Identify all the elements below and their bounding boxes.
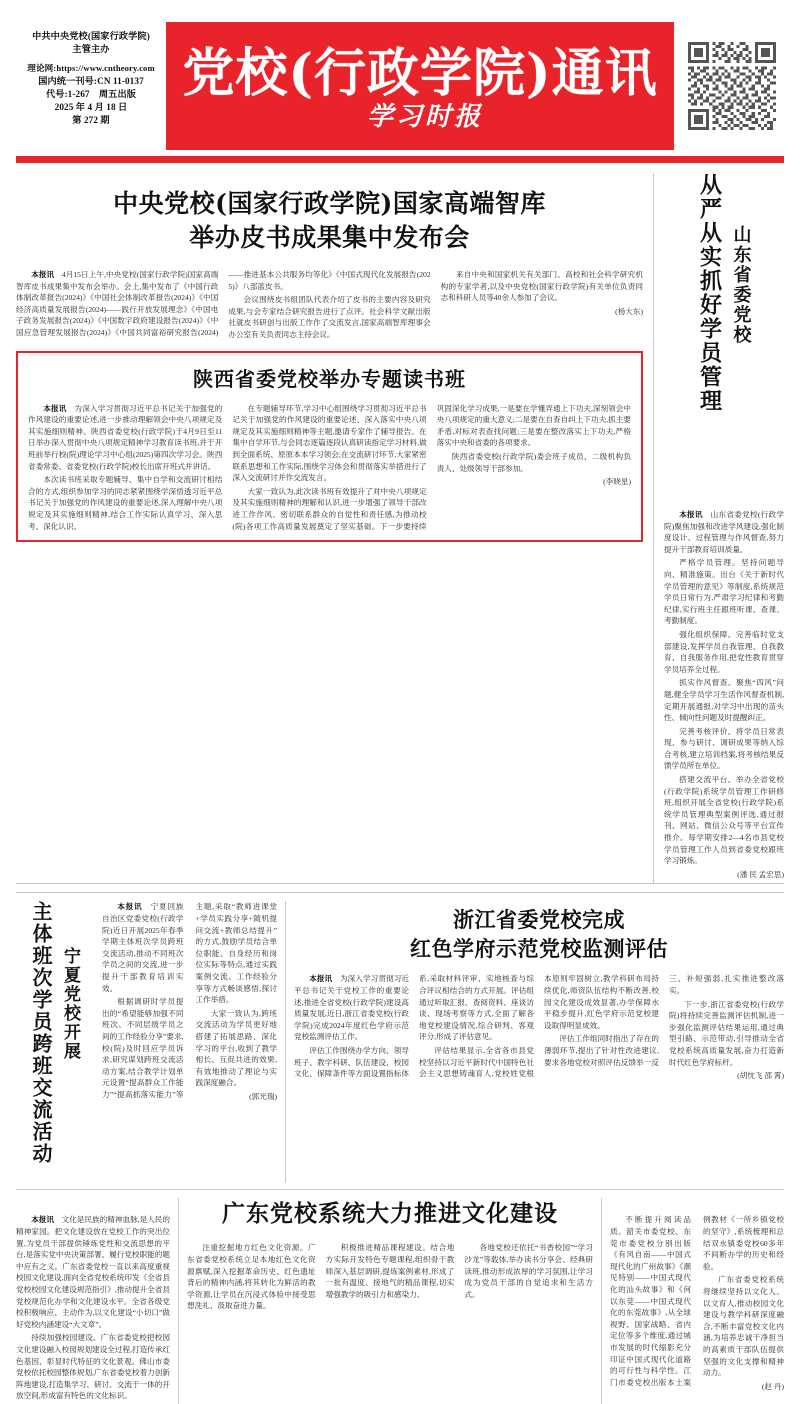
lead-tag: 本报讯 bbox=[309, 974, 333, 984]
shandong-headline-main: 从严从实抓好学员管理 bbox=[696, 173, 723, 413]
article-paragraph bbox=[664, 509, 784, 555]
ningxia-headline-main: 主体班次学员跨班交流活动 bbox=[29, 901, 53, 1166]
article-paragraph: 不断提升阅读品质。韶关市委党校、东莞市委党校分别出版《有风自南——中国式现代化的广州故事》《潮见特别——中国式现代化的汕头故事》和《何以东莞——中国式现代化的东莞故事》,从全球视野、国家战略、省内定位等多个维度,通过城市发展的时代缩影充分印证中国式现代化道路的可行性与科学性。江门市委党校出版本土案例教材《一所乡镇党校的坚守》,系统梳理和总结双水镇委党校60多年不间断办学的历史和经验。 bbox=[610, 1215, 784, 1387]
qr-code-icon[interactable] bbox=[688, 42, 776, 130]
article-paragraph: 积极推进精品课程建设。结合地方实际开发特色专题课程,组织骨干教师深入基层调研,提炼案例素材,形成了一批有温度、接地气的精品课程,切实增强教学的吸引力和感染力。 bbox=[325, 1243, 455, 1299]
shandong-article-body bbox=[664, 509, 784, 880]
lead-article-column bbox=[16, 173, 654, 883]
lead-headline-line-2: 举办皮书成果集中发布会 bbox=[189, 223, 470, 252]
zhejiang-article-column bbox=[286, 901, 784, 1183]
publisher-line-1: 中共中央党校(国家行政学院) bbox=[32, 31, 150, 41]
paragraph-text: 宁夏回族自治区党委党校(行政学院)近日开展2025年春季学期主体班次学员跨班交流活动,推动不同班次学员之间的交流,进一步提升干部教育培训实效。 bbox=[102, 902, 184, 993]
publication-date: 2025 年 4 月 18 日 bbox=[54, 102, 128, 112]
zhejiang-headline-line-1: 浙江省委党校完成 bbox=[453, 907, 625, 933]
lead-tag: 本报讯 bbox=[31, 270, 55, 279]
article-paragraph: 严格学员管理。坚持问题导向、精准施策。出台《关于新时代学员管理的意见》等制度,系统规范学员日常行为,严肃学习纪律和考勤纪律,实行班主任跟班听课、查课、考勤制度。 bbox=[664, 558, 784, 626]
postal-code-line: 代号:1-267 周五出版 bbox=[45, 89, 137, 99]
article-paragraph: 广东省委党校系统将继续坚持以文化人、以文育人,推动校园文化建设与教学科研深度融合,不断丰富党校文化内涵,为培养忠诚干净担当的高素质干部队伍提供坚强的文化支撑和精神动力。 bbox=[703, 1275, 784, 1378]
paragraph-text: 为深入学习贯彻习近平总书记关于加强党的作风建设的重要论述,进一步推动理解领会中央八项规定及其实施细则精神。陕西省委党校(行政学院)于4月9日至11日举办深入贯彻中央八项规定精神学习教育读书班,并于开班前举行校(院)理论学习中心组(2025)第四次学习会。陕西省委常委、省委党校(行政学院)校长出席开班式并讲话。 bbox=[28, 403, 223, 471]
article-paragraph: 在专题辅导环节,学习中心组围绕学习贯彻习近平总书记关于加强党的作风建设的重要论述、深入落实中央八项规定及其实施细则精神等主题,邀请专家作了辅导报告。在集中自学环节,与会同志逐篇逐段认真研读指定学习材料,做到全面系统、原原本本学习领会;在交流研讨环节,大家紧密联系思想和工作实际,围绕学习体会和贯彻落实举措进行了深入交流研讨并作交流发言。 bbox=[232, 403, 427, 483]
masthead-publisher-info bbox=[16, 22, 166, 150]
section-bottom bbox=[16, 1198, 784, 1404]
page-content bbox=[16, 163, 784, 1404]
section-middle bbox=[16, 892, 784, 1190]
article-paragraph: 来自中央和国家机关有关部门、高校和社会科学研究机构的专家学者,以及中央党校(国家行政学院)有关单位负责同志和科研人员等40余人参加了会议。 bbox=[440, 270, 643, 303]
ningxia-article-column bbox=[16, 901, 286, 1183]
article-paragraph: 持续加强校园建设。广东省委党校把校园文化建设融入校园规划建设全过程,打造传承红色基因、彰显时代特征的文化景观。佛山市委党校依托校园整体规划,广东省委党校着力创新阵地建设,打造集学习、研讨、交流于一体的开放空间,形成富有特色的文化标识。 bbox=[16, 1333, 170, 1401]
website-line[interactable]: 理论网:https://www.cntheory.com bbox=[27, 63, 155, 73]
ningxia-headline-sub: 宁夏党校开展 bbox=[60, 947, 80, 1062]
article-paragraph: 会议围绕皮书组团队代表介绍了皮书的主要内容及研究成果,与会专家结合研究报告进行了点评。社会科学文献出版社就皮书研创与出版工作作了交流发言,国家高端智库理事会办公室有关负责同志主持会议。 bbox=[228, 295, 431, 339]
guangdong-article-right-column bbox=[602, 1198, 784, 1404]
article-paragraph bbox=[294, 973, 409, 1043]
shaanxi-article-box bbox=[16, 351, 643, 543]
article-paragraph: 各地党校还依托“书香校园”“学习沙龙”等载体,举办读书分享会、经典研读班,推动形成浓厚的学习氛围,让学习成为党员干部的自觉追求和生活方式。 bbox=[464, 1243, 593, 1299]
ningxia-article-body bbox=[94, 901, 277, 1183]
article-paragraph: 搭建交流平台。举办全省党校(行政学院)系统学员管理工作研修班,组织开展全省党校(行政学院)系统学员管理典型案例评选,通过报刊、网站、微信公众号等平台宣传推介。每学期安排2—4名市县党校学员管理工作人员到省委党校跟班学习锻炼。 bbox=[664, 775, 784, 866]
zhejiang-headline-line-2: 红色学府示范党校监测评估 bbox=[410, 936, 668, 962]
paragraph-text: 山东省委党校(行政学院)聚焦加强和改进学风建设,强化制度设计、过程管理与作风督查,努力提升干部教育培训质量。 bbox=[664, 510, 785, 554]
article-paragraph: 大家一致认为,此次读书班有效提升了对中央八项规定及其实施细则精神的理解和认识,进一步增强了领导干部改进工作作风、密切联系群众的自觉性和责任感,为推动校(院)各项工作高质量发展奠定了坚实基础。下一步要持续巩固深化学习成果,一是要在学懂弄通上下功夫,深刻领会中央八项规定的重大意义;二是要在自查自纠上下功夫,抓主要矛盾,对标对表查找问题;三是要在整改落实上下功夫,严格落实中央和省委的各项要求。 bbox=[232, 403, 631, 531]
issue-number: 第 272 期 bbox=[72, 115, 110, 125]
lead-article-body bbox=[16, 269, 643, 341]
article-byline: (郭光瑞) bbox=[249, 1091, 277, 1101]
shaanxi-article-headline[interactable]: 陕西省委党校举办专题读书班 bbox=[193, 366, 466, 391]
article-paragraph: 本次读书班采取专题辅导、集中自学和交流研讨相结合的方式,组织参加学习的同志紧紧围绕学深悟透习近平总书记关于加强党的作风建设的重要论述,深入理解中央八项规定及其实施细则精神,结合工作实际认真学习、深入思考、深化认识。 bbox=[28, 475, 223, 531]
guangdong-article-main-column bbox=[178, 1198, 602, 1404]
shandong-headline-sub: 山东省委党校 bbox=[730, 225, 752, 345]
zhejiang-article-body bbox=[294, 973, 784, 1081]
zhejiang-article-headline[interactable] bbox=[294, 905, 784, 963]
article-paragraph: 注重挖掘地方红色文化资源。广东省委党校系统立足本地红色文化资源禀赋,深入挖掘革命历史、红色遗址背后的精神内涵,将其转化为鲜活的教学资源,让学员在沉浸式体验中接受思想洗礼、汲取奋进力量。 bbox=[187, 1243, 316, 1311]
guangdong-article-tail bbox=[610, 1214, 784, 1392]
article-paragraph: 完善考核评价。将学员日常表现、参与研讨、调研成果等纳入综合考核,建立培训档案,将考核结果反馈学员所在单位。 bbox=[664, 726, 784, 771]
article-paragraph: 下一步,浙江省委党校(行政学院)将持续完善监测评估机制,进一步强化监测评估结果运用,通过典型引路、示范带动,引导推动全省党校系统高质量发展,奋力打造新时代红色学府标杆。 bbox=[669, 999, 784, 1067]
shandong-article-headline[interactable] bbox=[664, 173, 784, 503]
article-byline: (李晓星) bbox=[603, 477, 631, 487]
paragraph-text: 4月15日上午,中央党校(国家行政学院)国家高端智库皮书成果集中发布会举办。会上,集中发布了《中国行政体制改革报告(2024)》《中国社会体制改革报告(2024)》《中国经济高质量发展报告(2024)——践行开放发展理念》《中国电子政务发展报告(2024)》《中国数字政府建设报告(2024)》《中国应急管理发展报告(2024)》《中国共同富裕研究报告(2024)——推进基本公共服务均等化》《中国式现代化发展报告(2025)》八部蓝皮书。 bbox=[16, 270, 431, 337]
article-paragraph bbox=[16, 1214, 170, 1330]
shandong-article-column bbox=[654, 173, 784, 883]
guangdong-article-body bbox=[187, 1242, 593, 1312]
lead-tag: 本报讯 bbox=[31, 1215, 55, 1225]
newspaper-title: 党校(行政学院)通讯 bbox=[182, 43, 658, 104]
newspaper-subtitle: 学习时报 bbox=[366, 102, 483, 132]
article-paragraph: 评估结果显示,全省各市县党校坚持以习近平新时代中国特色社会主义思想铸魂育人,党校姓党根本原则牢固树立,教学科研布局持续优化,师资队伍结构不断改善,校园文化建设成效显著,办学保障水平稳步提升,红色学府示范党校建设取得明显成效。 bbox=[419, 974, 659, 1079]
publisher-line-2: 主管主办 bbox=[72, 44, 110, 54]
article-byline: (赵 丹) bbox=[761, 1381, 784, 1391]
paragraph-text: 文化是民族的精神血脉,是人民的精神家园。把文化建设放在党校工作的突出位置,为党员干部提供锤炼党性和交流思想的平台,是落实党中央决策部署、履行党校职能的题中应有之义。广东省委党校一直以来高度重视校园文化建设,面向全省党校系统印发《全省县党校校园文化建设规范指引》,推动提升全省县党校规范化办学和文化建设水平。全省各级党校积极响应、主动作为,以文化建设“小切口”做好党校内涵建设“大文章”。 bbox=[16, 1215, 171, 1329]
article-paragraph: 大家一致认为,跨班交流活动为学员更好地搭建了拓展思路、深化学习的平台,收到了教学相长、互促共进的效果,有效地推动了理论与实践深度融合。 bbox=[195, 1008, 277, 1088]
guangdong-article-headline[interactable]: 广东党校系统大力推进文化建设 bbox=[222, 1200, 558, 1228]
article-paragraph bbox=[28, 403, 222, 473]
article-paragraph: 抓实作风督查。聚焦“四风”问题,健全学员学习生活作风督查机制,定期开展通报,对学习中出现的苗头性、倾向性问题及时提醒纠正。 bbox=[664, 678, 784, 723]
article-paragraph bbox=[102, 901, 184, 994]
article-paragraph: 陕西省委党校(行政学院)委会班子成员、二级机构负责人、处级领导干部参加。 bbox=[436, 451, 631, 473]
issn-line: 国内统一刊号:CN 11-0137 bbox=[38, 76, 144, 86]
lead-article-headline[interactable] bbox=[16, 187, 643, 255]
shaanxi-article-body bbox=[28, 403, 631, 533]
article-byline: (潘 民 孟宏思) bbox=[737, 869, 784, 879]
lead-tag: 本报讯 bbox=[679, 510, 703, 519]
article-paragraph: 根据调研时学员提出的“希望能够加强不同班次、不同层级学员之间的工作经验分享”要求,校(院)及时回应学员诉求,研究谋划跨班交流活动方案,结合教学计划单元设置“提高群众工作能力”“提高抓落实能力”等主题,采取“教师进课堂+学员实践分享+随机提问交流+教师总结提升”的方式,鼓励学员结合单位职能、自身经历和岗位实际等特点,通过实践案例交流、工作经验分享等方式畅谈感悟,探讨工作举措。 bbox=[102, 902, 277, 1099]
article-paragraph: 评估工作组同时指出了存在的薄弱环节,提出了针对性改进建议,要求各地党校对照评估反馈举一反三、补短强弱,扎实推进整改落实。 bbox=[544, 974, 784, 1067]
newspaper-page bbox=[0, 22, 800, 1401]
qr-code-container[interactable] bbox=[680, 22, 784, 150]
lead-tag: 本报讯 bbox=[117, 902, 143, 912]
guangdong-article-left-column bbox=[16, 1198, 178, 1404]
article-paragraph: 评估工作围绕办学方向、领导班子、教学科研、队伍建设、校园文化、保障条件等方面设置指标体系,采取材料评审、实地核查与综合评议相结合的方式开展。评估组通过听取汇报、查阅资料、座谈访谈、现场考察等方式,全面了解各地党校建设情况,综合研判、客观评分,形成了评估意见。 bbox=[294, 974, 534, 1079]
paragraph-text: 为深入学习贯彻习近平总书记关于党校工作的重要论述,推进全省党校(行政学院)建设高质量发展,近日,浙江省委党校(行政学院)完成2024年度红色学府示范党校监测评估工作。 bbox=[294, 974, 410, 1042]
masthead bbox=[16, 22, 784, 150]
section-top bbox=[16, 163, 784, 884]
masthead-red-rule bbox=[16, 156, 784, 163]
article-byline: (胡忱飞 邵 霄) bbox=[737, 1071, 784, 1081]
lead-tag: 本报讯 bbox=[43, 403, 67, 413]
ningxia-article-headline[interactable] bbox=[16, 901, 94, 1183]
masthead-title-block bbox=[166, 22, 674, 150]
lead-headline-line-1: 中央党校(国家行政学院)国家高端智库 bbox=[113, 189, 546, 218]
article-byline: (杨大东) bbox=[615, 306, 643, 316]
article-paragraph: 强化组织保障。完善临时党支部建设,发挥学员自我管理、自我教育、自我服务作用,把党性教育贯穿学员培养全过程。 bbox=[664, 629, 784, 674]
